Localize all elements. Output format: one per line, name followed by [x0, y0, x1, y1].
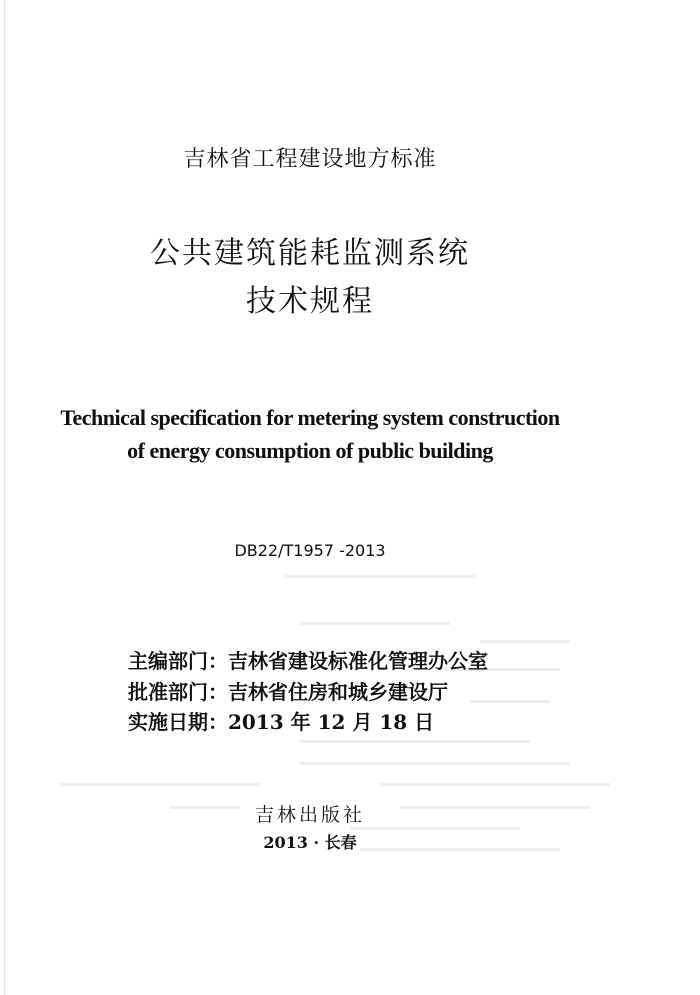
- english-title-line-2: of energy consumption of public building: [127, 438, 493, 463]
- editor-department-row: [128, 645, 488, 674]
- editor-department-label: 主编部门：: [128, 649, 228, 673]
- standard-code: DB22/T1957 -2013: [234, 541, 386, 560]
- effective-date-label: 实施日期：: [128, 710, 228, 734]
- approver-department-label: 批准部门：: [128, 680, 228, 704]
- effective-date-row: [128, 706, 434, 735]
- approver-department-value: 吉林省住房和城乡建设厅: [228, 680, 448, 704]
- approver-department-row: [128, 676, 448, 705]
- chinese-title-line-2: 技术规程: [246, 284, 374, 319]
- chinese-title-line-1: 公共建筑能耗监测系统: [150, 236, 470, 271]
- series-title: 吉林省工程建设地方标准: [183, 147, 437, 172]
- publication-year-city: 2013 · 长春: [263, 833, 357, 852]
- effective-date-value: 2013 年 12 月 18 日: [228, 710, 435, 734]
- publisher-name: 吉林出版社: [254, 804, 365, 826]
- editor-department-value: 吉林省建设标准化管理办公室: [228, 649, 488, 673]
- english-title-line-1: Technical specification for metering system construction: [60, 405, 560, 430]
